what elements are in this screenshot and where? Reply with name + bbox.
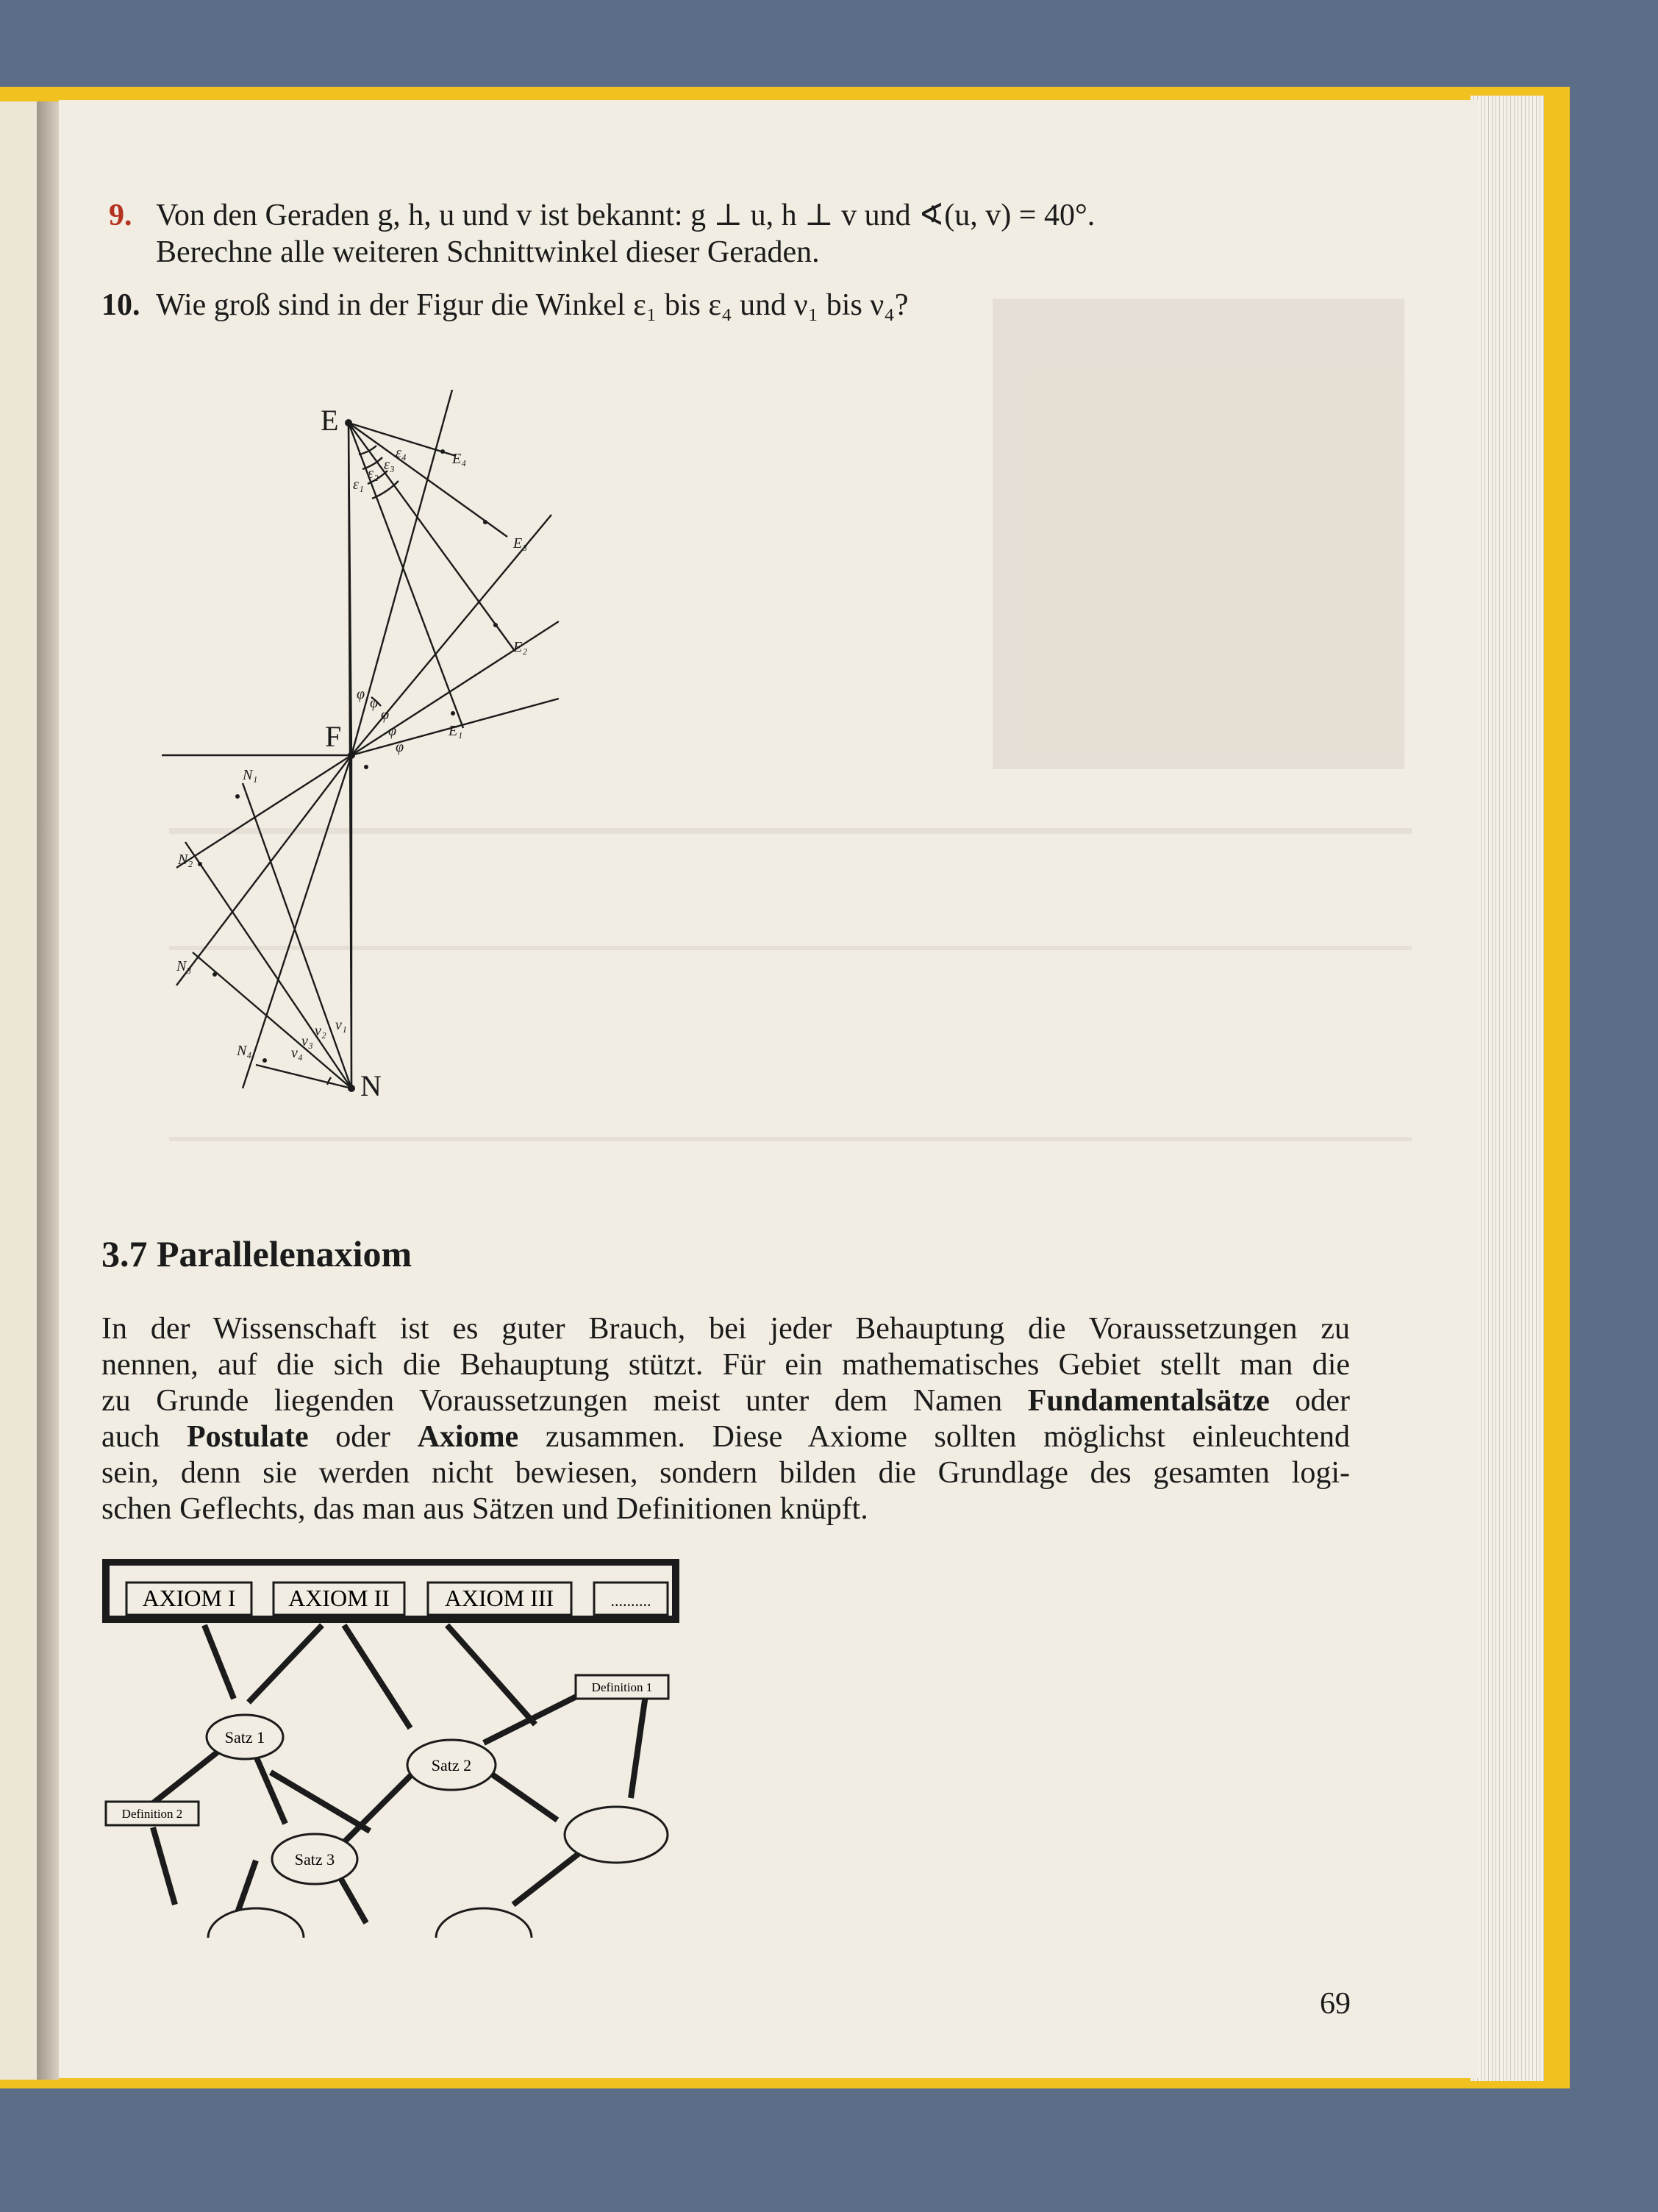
label-phi-5: φ <box>396 739 404 755</box>
label-N2: N₂ <box>178 852 193 868</box>
label-phi-4: φ <box>388 723 397 739</box>
label-nu1: ν₁ <box>335 1017 347 1033</box>
paragraph-line-4: auch Postulate oder Axiome zusammen. Diese Axiome sollten möglichst einleuchtend <box>101 1420 1351 1454</box>
section-heading: 3.7 Parallelenaxiom <box>101 1233 412 1274</box>
paragraph-line-1: In der Wissenschaft ist es guter Brauch, bei jeder Behauptung die Voraussetzungen zu <box>101 1312 1350 1346</box>
label-phi-2: φ <box>370 695 379 711</box>
label-nu3: ν₃ <box>301 1033 313 1049</box>
label-nu2: ν₂ <box>315 1023 326 1039</box>
label-E3: E₃ <box>513 535 528 552</box>
label-E1: E₁ <box>449 723 463 739</box>
paragraph-line-6: schen Geflechts, das man aus Sätzen und Definitionen knüpft. <box>101 1492 868 1526</box>
label-N: N <box>360 1069 382 1102</box>
axiom-more: .......... <box>610 1591 651 1610</box>
axiom-3: AXIOM III <box>444 1585 554 1611</box>
label-eps1: ε₁ <box>353 477 364 493</box>
paragraph-line-3: zu Grunde liegenden Voraussetzungen meist unter dem Namen Fundamentalsätze oder <box>101 1384 1351 1418</box>
exercise-9-line-2: Berechne alle weiteren Schnittwinkel dieser Geraden. <box>156 235 820 269</box>
label-F: F <box>325 720 342 753</box>
definition-2: Definition 2 <box>121 1807 183 1821</box>
satz-3: Satz 3 <box>294 1850 335 1869</box>
paragraph-line-5: sein, denn sie werden nicht bewiesen, sondern bilden die Grundlage des gesamten logi- <box>101 1456 1350 1490</box>
label-eps2: ε₂ <box>368 465 379 482</box>
line-F-8 <box>243 755 351 1088</box>
page-number: 69 <box>1320 1987 1351 2021</box>
label-E4: E₄ <box>452 451 467 467</box>
axiom-1: AXIOM I <box>142 1585 236 1611</box>
label-E2: E₂ <box>513 639 528 655</box>
label-phi-3: φ <box>381 707 390 723</box>
ray-E-E2 <box>349 423 515 651</box>
term-axiome: Axiome <box>417 1420 519 1454</box>
exercise-9-number: 9. <box>109 199 132 232</box>
term-postulate: Postulate <box>186 1420 309 1454</box>
label-N1: N₁ <box>243 767 258 783</box>
label-phi-1: φ <box>357 686 365 702</box>
ray-N-N2 <box>185 842 351 1088</box>
satz-2: Satz 2 <box>431 1756 472 1774</box>
exercise-10-text: Wie groß sind in der Figur die Winkel ε₁ bis ε₄ und ν₁ bis ν₄? <box>156 288 909 322</box>
empty-node-2 <box>208 1908 304 1938</box>
book-gutter <box>37 101 59 2080</box>
line-F-7 <box>176 755 351 985</box>
definition-1: Definition 1 <box>591 1680 653 1694</box>
label-eps3: ε₃ <box>384 457 395 473</box>
satz-1: Satz 1 <box>224 1728 265 1747</box>
label-N3: N₃ <box>176 958 192 974</box>
left-page <box>0 101 37 2080</box>
label-nu4: ν₄ <box>291 1045 303 1061</box>
exercise-9-line-1: Von den Geraden g, h, u und v ist bekannt: g ⊥ u, h ⊥ v und ∢(u, v) = 40°. <box>156 199 1096 232</box>
empty-node-3 <box>436 1908 532 1938</box>
angle-figure <box>147 390 559 1110</box>
axiom-diagram <box>101 1559 690 1941</box>
line-F-6 <box>176 755 351 868</box>
label-eps4: ε₄ <box>396 445 407 461</box>
term-fundamentalsaetze: Fundamentalsätze <box>1027 1384 1270 1418</box>
label-E: E <box>321 404 339 437</box>
exercise-10-number: 10. <box>101 288 140 322</box>
paragraph-line-2: nennen, auf die sich die Behauptung stützt. Für ein mathematisches Gebiet stellt man die <box>101 1348 1350 1382</box>
empty-node-1 <box>565 1807 668 1863</box>
page-edges <box>1471 96 1544 2081</box>
label-N4: N₄ <box>237 1043 252 1059</box>
axiom-2: AXIOM II <box>288 1585 390 1611</box>
